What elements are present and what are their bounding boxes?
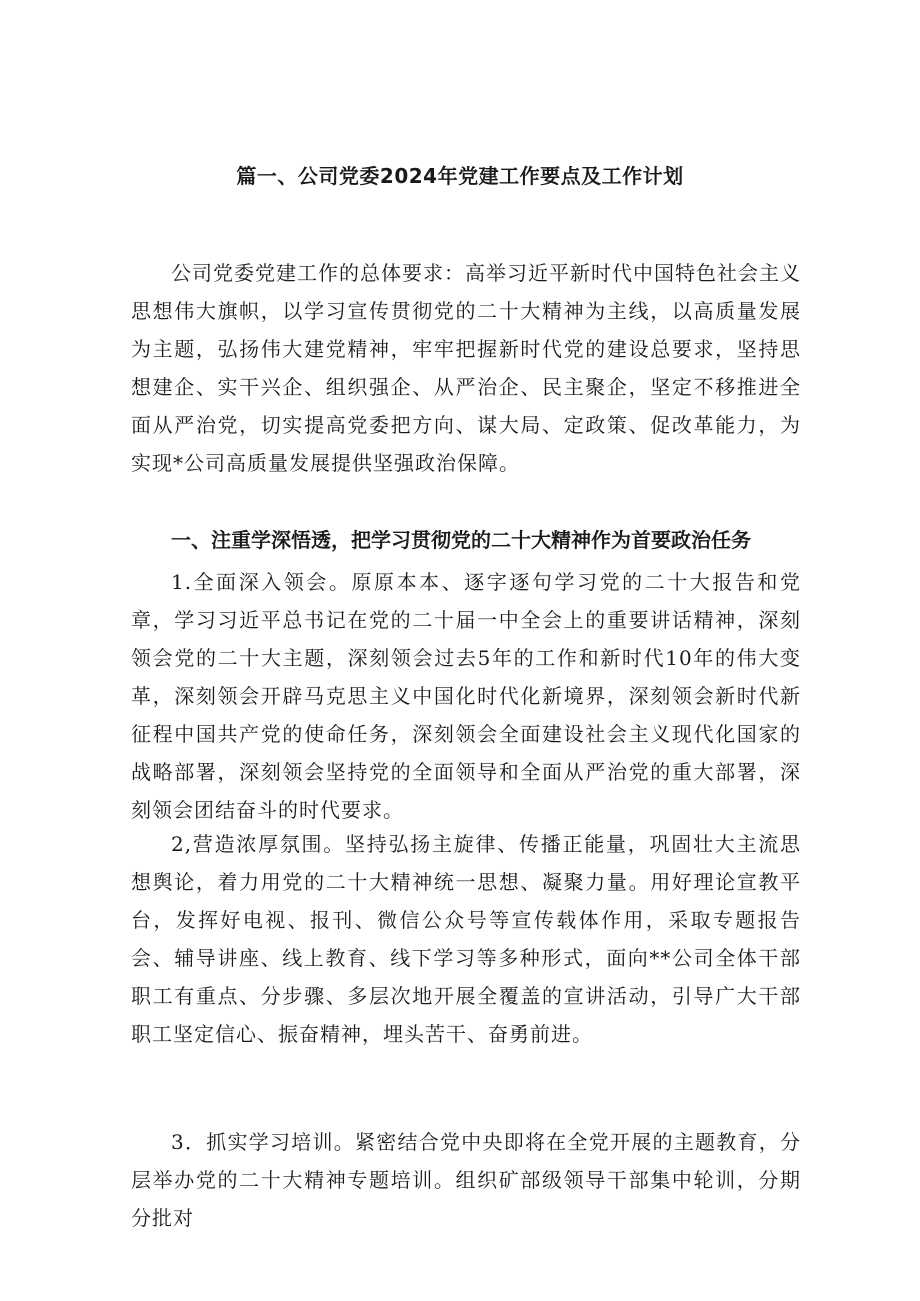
paragraph-item-1: 1.全面深入领会。原原本本、逐字逐句学习党的二十大报告和党章，学习习近平总书记在党的二十届一中全会上的重要讲话精神，深刻领会党的二十大主题，深刻领会过去5年的工作和新时代10年的伟大变革，深刻领会开辟马克思主义中国化时代化新境界，深刻领会新时代新征程中国共产党的使命任务，深刻领会全面建设社会主义现代化国家的战略部署，深刻领会坚持党的全面领导和全面从严治党的重大部署，深刻领会团结奋斗的时代要求。	[131, 570, 801, 822]
paragraph-item-3: 3．抓实学习培训。紧密结合党中央即将在全党开展的主题教育，分层举办党的二十大精神专题培训。组织矿部级领导干部集中轮训，分期分批对	[131, 1130, 801, 1230]
section-heading-1: 一、注重学深悟透，把学习贯彻党的二十大精神作为首要政治任务	[171, 528, 751, 552]
intro-paragraph: 公司党委党建工作的总体要求：高举习近平新时代中国特色社会主义思想伟大旗帜，以学习宣传贯彻党的二十大精神为主线，以高质量发展为主题，弘扬伟大建党精神，牢牢把握新时代党的建设总要求，坚持思想建企、实干兴企、组织强企、从严治企、民主聚企，坚定不移推进全面从严治党，切实提高党委把方向、谋大局、定政策、促改革能力，为实现*公司高质量发展提供坚强政治保障。	[131, 261, 801, 475]
document-title: 篇一、公司党委2024年党建工作要点及工作计划	[236, 164, 684, 188]
paragraph-item-2: 2,营造浓厚氛围。坚持弘扬主旋律、传播正能量，巩固壮大主流思想舆论，着力用党的二十大精神统一思想、凝聚力量。用好理论宣教平台，发挥好电视、报刊、微信公众号等宣传载体作用，采取专题报告会、辅导讲座、线上教育、线下学习等多种形式，面向**公司全体干部职工有重点、分步骤、多层次地开展全覆盖的宣讲活动，引导广大干部职工坚定信心、振奋精神，埋头苦干、奋勇前进。	[131, 832, 801, 1046]
